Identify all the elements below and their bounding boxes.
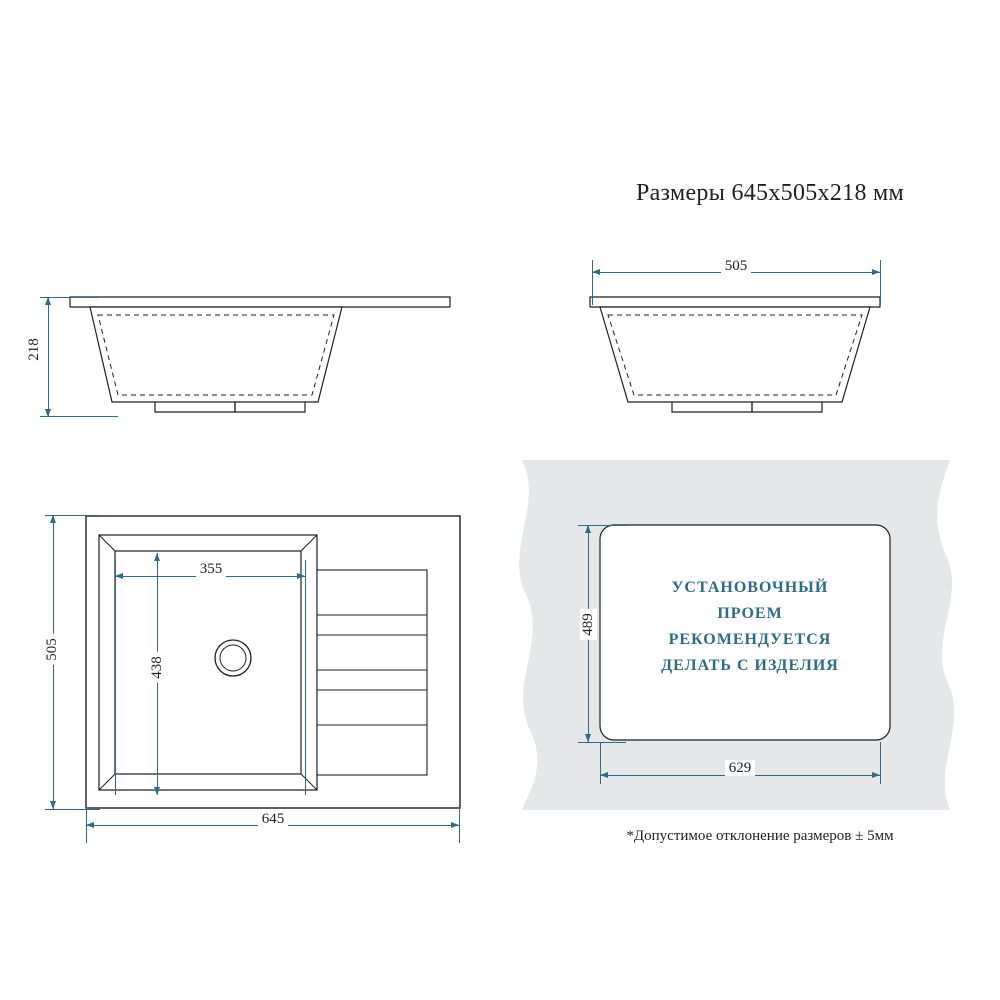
- recess-note-line-1: УСТАНОВОЧНЫЙ: [671, 579, 829, 596]
- front-section-view: [60, 285, 480, 435]
- side-section-outline: [580, 285, 900, 435]
- dimension-218: [20, 290, 90, 420]
- dimension-355-tick-right: [305, 560, 306, 795]
- dimension-629: [588, 742, 898, 792]
- dimension-489: [560, 520, 610, 750]
- dimension-645: [85, 805, 465, 855]
- dimension-label-489: 489: [580, 609, 597, 640]
- dimension-label-218: 218: [26, 334, 43, 365]
- recess-note-line-3: РЕКОМЕНДУЕТСЯ: [668, 631, 832, 648]
- dimension-label-629: 629: [725, 760, 756, 776]
- side-section-view: [580, 285, 900, 435]
- dimension-label-355: 355: [196, 561, 227, 577]
- page-title: Размеры 645х505х218 мм: [635, 180, 905, 206]
- recess-note-line-2: ПРОЕМ: [717, 605, 783, 622]
- dimension-label-438: 438: [149, 652, 166, 683]
- recess-note: [600, 575, 900, 679]
- dimension-505-left: [35, 510, 95, 815]
- dimension-438: [145, 553, 175, 795]
- tolerance-footnote: *Допустимое отклонение размеров ± 5мм: [626, 828, 894, 844]
- dimension-label-505-top: 505: [721, 258, 752, 274]
- front-section-outline: [60, 285, 480, 435]
- dimension-355-tick-left: [115, 560, 116, 795]
- dimension-label-505-left: 505: [44, 634, 61, 665]
- recess-note-line-4: ДЕЛАТЬ С ИЗДЕЛИЯ: [661, 657, 839, 674]
- dimension-label-645: 645: [258, 811, 289, 827]
- dimension-505-top: [580, 255, 900, 305]
